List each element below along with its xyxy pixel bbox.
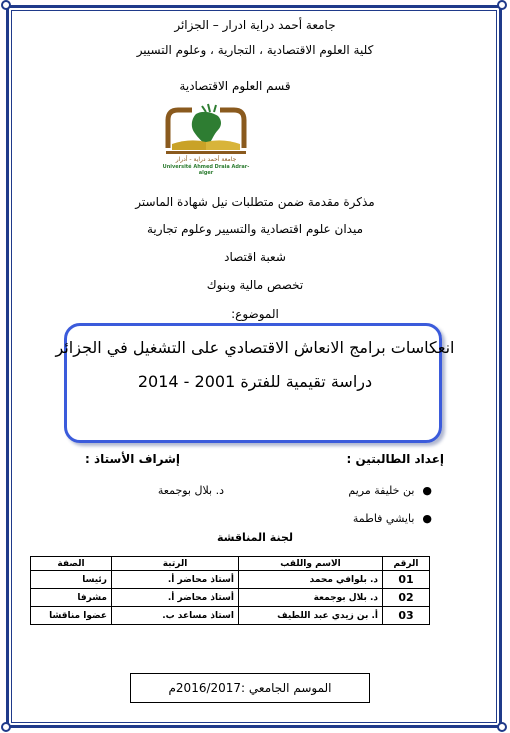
jury-role: عضوا مناقشا [31, 607, 112, 625]
jury-role: مشرفا [31, 589, 112, 607]
jury-header-name: الاسم واللقب [239, 557, 383, 571]
subject-label: الموضوع: [231, 307, 279, 321]
supervisor-name: د. بلال بوجمعة [157, 484, 224, 497]
table-row [31, 571, 430, 589]
table-row [31, 589, 430, 607]
jury-header-num: الرقم [383, 557, 430, 571]
jury-header-rank: الرتبة [112, 557, 239, 571]
jury-rank: استاذ مساعد ب. [112, 607, 239, 625]
jury-role: رئيسا [31, 571, 112, 589]
field-of-study: ميدان علوم اقتصادية والتسيير وعلوم تجارية [146, 222, 364, 236]
jury-name: أ. بن زيدي عبد اللطيف [239, 607, 383, 625]
department-name: قسم العلوم الاقتصادية [179, 79, 291, 93]
bullet-icon: ● [422, 484, 432, 497]
thesis-title: انعكاسات برامج الانعاش الاقتصادي على التشغيل في الجزائر [55, 338, 455, 357]
jury-rank: أستاذ محاضر أ. [112, 589, 239, 607]
faculty-name: كلية العلوم الاقتصادية ، التجارية ، وعلوم التسيير [136, 43, 374, 57]
branch: شعبة اقتصاد [224, 250, 286, 264]
jury-num: 01 [383, 571, 430, 589]
jury-name: د. بلوافي محمد [239, 571, 383, 589]
thesis-subtitle: دراسة تقيمية للفترة 2001 - 2014 [137, 372, 373, 391]
table-row [31, 607, 430, 625]
student-name-2: ●بايشي فاطمة [352, 512, 432, 525]
specialization: تخصص مالية وبنوك [206, 278, 304, 292]
jury-title: لجنة المناقشة [216, 531, 293, 544]
jury-table [30, 556, 430, 625]
jury-num: 02 [383, 589, 430, 607]
jury-num: 03 [383, 607, 430, 625]
corner-ornament [1, 0, 11, 10]
bullet-icon: ● [422, 512, 432, 525]
thesis-description: مذكرة مقدمة ضمن متطلبات نيل شهادة الماستر [135, 195, 375, 209]
university-logo [160, 100, 252, 176]
logo-text-french: Université Ahmed Draia Adrar- alger [162, 164, 250, 176]
corner-ornament [497, 0, 507, 10]
student-name-1: ●بن خليفة مريم [348, 484, 432, 497]
corner-ornament [497, 722, 507, 732]
students-label: إعداد الطالبتين : [346, 452, 444, 466]
academic-year: الموسم الجامعي :2016/2017م [168, 681, 332, 695]
jury-rank: أستاذ محاضر أ. [112, 571, 239, 589]
corner-ornament [1, 722, 11, 732]
supervisor-label: إشراف الأستاذ : [85, 452, 180, 466]
jury-header-role: الصفة [31, 557, 112, 571]
jury-name: د. بلال بوجمعة [239, 589, 383, 607]
university-name: جامعة أحمد دراية ادرار – الجزائر [174, 18, 336, 32]
logo-text-arabic: جامعة أحمد دراية - أدرار [175, 156, 237, 163]
